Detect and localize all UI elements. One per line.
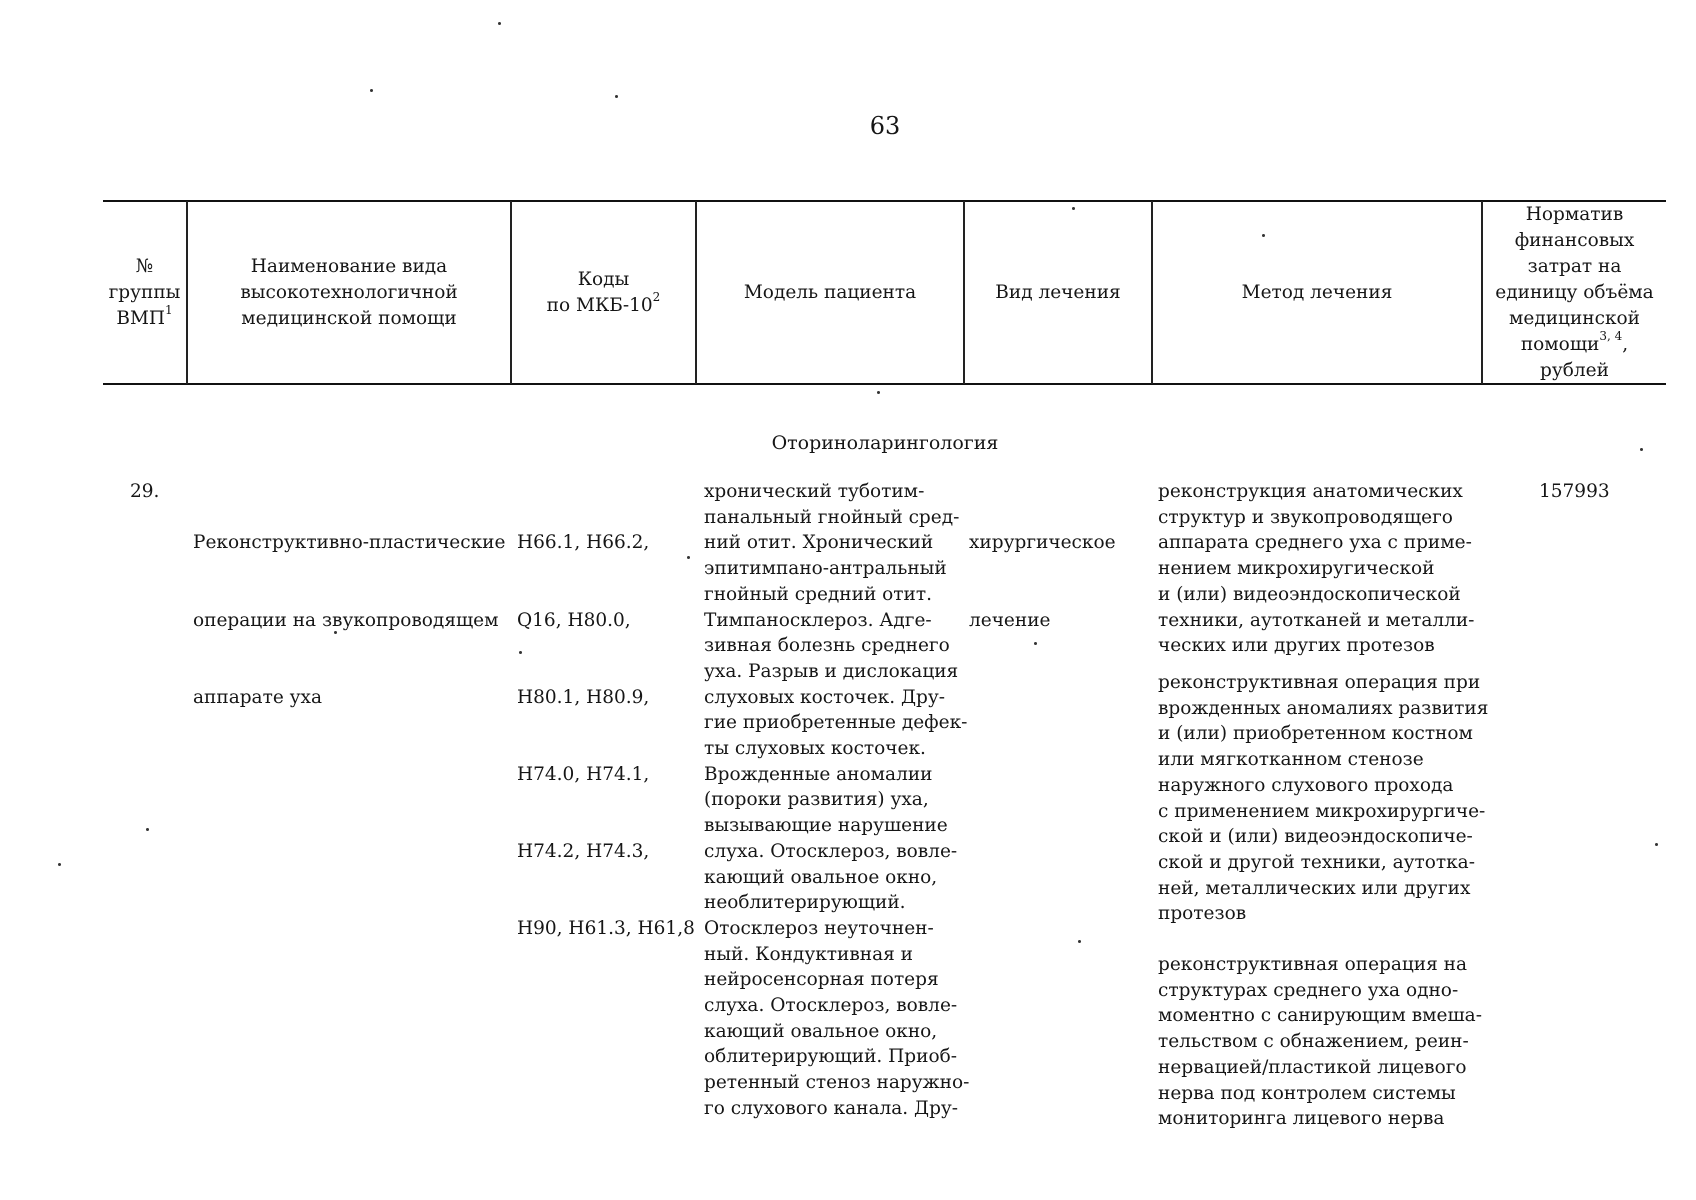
text-line: и (или) приобретенном костном bbox=[1158, 723, 1473, 745]
scan-speck bbox=[498, 22, 501, 25]
text-line: вызывающие нарушение bbox=[704, 815, 948, 837]
scan-speck bbox=[1072, 207, 1075, 210]
scan-speck bbox=[687, 556, 690, 559]
text-line: уха. Разрыв и дислокация bbox=[704, 660, 959, 682]
text-line: операции на звукопроводящем bbox=[193, 609, 499, 631]
header-text: рублей bbox=[1540, 359, 1609, 381]
text-line: гие приобретенные дефек- bbox=[704, 712, 968, 734]
text-line: реконструктивная операция при bbox=[1158, 672, 1481, 693]
text-line: слуха. Отосклероз, вовле- bbox=[704, 995, 958, 1017]
header-text: Наименование вида bbox=[250, 255, 448, 277]
text-line: облитерирующий. Приоб- bbox=[704, 1046, 958, 1068]
text-line: Q16, H80.0, bbox=[517, 609, 631, 631]
text-line: необлитерирующий. bbox=[704, 892, 906, 914]
text-line: зивная болезнь среднего bbox=[704, 635, 950, 657]
scan-speck bbox=[877, 391, 880, 394]
text-line: ской и другой техники, аутотка- bbox=[1158, 851, 1475, 873]
header-text: Коды bbox=[577, 268, 630, 290]
scan-speck bbox=[370, 89, 373, 92]
scan-speck bbox=[146, 828, 149, 831]
text-line: ской и (или) видеоэндоскопиче- bbox=[1158, 826, 1473, 848]
header-codes bbox=[512, 201, 695, 384]
scan-speck bbox=[1640, 448, 1643, 451]
text-line: кающий овальное окно, bbox=[704, 866, 938, 888]
text-line: H66.1, H66.2, bbox=[517, 532, 650, 554]
text-line: наружного слухового прохода bbox=[1158, 774, 1454, 796]
scan-speck bbox=[1655, 843, 1658, 846]
row-cost: 157993 bbox=[1539, 481, 1610, 502]
header-text: помощи$^{3, 4}$, bbox=[1520, 329, 1629, 355]
footnote-ref: 3, 4 bbox=[1599, 329, 1623, 344]
header-text: № bbox=[135, 255, 154, 277]
header-text: Модель пациента bbox=[743, 281, 917, 303]
text-line: ний отит. Хронический bbox=[704, 532, 934, 554]
text-line: тельством с обнажением, реин- bbox=[1158, 1031, 1469, 1053]
text-line: лечение bbox=[969, 609, 1051, 631]
row-codes bbox=[517, 479, 695, 993]
text-line: структурах среднего уха одно- bbox=[1158, 979, 1459, 1001]
text-line: ретенный стеноз наружно- bbox=[704, 1072, 970, 1094]
row-treatment-type bbox=[969, 479, 1116, 685]
text-line: ты слуховых косточек. bbox=[704, 738, 926, 760]
text-line: моментно с санирующим вмеша- bbox=[1158, 1005, 1482, 1027]
text-line: нением микрохиругической bbox=[1158, 558, 1435, 580]
header-treatment-method bbox=[1153, 201, 1481, 384]
text-line: хронический туботим- bbox=[704, 481, 925, 502]
text-line: ней, металлических или других bbox=[1158, 877, 1471, 899]
header-type-name bbox=[188, 201, 510, 384]
text-line: H90, H61.3, H61,8 bbox=[517, 917, 695, 939]
text-line: Реконструктивно-пластические bbox=[193, 532, 506, 554]
scan-speck bbox=[615, 95, 618, 98]
header-text: единицу объёма bbox=[1495, 281, 1654, 303]
text-line: (пороки развития) уха, bbox=[704, 789, 929, 811]
scan-speck bbox=[1078, 940, 1081, 943]
text-line: протезов bbox=[1158, 903, 1247, 925]
text-line: слуховых косточек. Дру- bbox=[704, 686, 945, 708]
header-text: высокотехнологичной bbox=[240, 281, 458, 303]
row-patient-model bbox=[704, 479, 969, 1122]
row-method-1 bbox=[1158, 479, 1474, 659]
header-text: Вид лечения bbox=[995, 281, 1121, 303]
text-line: H80.1, H80.9, bbox=[517, 686, 650, 708]
row-method-2 bbox=[1158, 670, 1488, 927]
footnote-ref: 1 bbox=[165, 303, 173, 318]
scan-speck bbox=[519, 651, 522, 654]
scan-speck bbox=[334, 631, 337, 634]
header-text: ВМП$^1$ bbox=[116, 303, 173, 329]
scan-speck bbox=[58, 863, 61, 866]
text-line: Тимпаносклероз. Адге- bbox=[704, 609, 932, 631]
row-type-name bbox=[193, 479, 505, 762]
header-text: затрат на bbox=[1527, 255, 1622, 277]
header-group-number bbox=[103, 201, 186, 384]
text-line: эпитимпано-антральный bbox=[704, 558, 947, 580]
text-line: нерва под контролем системы bbox=[1158, 1082, 1456, 1104]
row-group-number: 29. bbox=[130, 481, 160, 502]
text-line: реконструктивная операция на bbox=[1158, 954, 1468, 975]
scan-speck bbox=[1262, 234, 1265, 237]
header-text: по МКБ-$10^2$ bbox=[546, 290, 661, 316]
text-line: Отосклероз неуточнен- bbox=[704, 917, 934, 939]
header-text: финансовых bbox=[1514, 229, 1635, 251]
header-text: Норматив bbox=[1525, 203, 1624, 225]
text-line: гнойный средний отит. bbox=[704, 583, 932, 605]
header-text: группы bbox=[108, 281, 181, 303]
header-cost-norm bbox=[1483, 201, 1666, 384]
header-text: медицинской bbox=[1508, 307, 1640, 329]
text-line: техники, аутотканей и металли- bbox=[1158, 609, 1475, 631]
section-title: Оториноларингология bbox=[771, 432, 999, 454]
text-line: слуха. Отосклероз, вовле- bbox=[704, 840, 958, 862]
scan-speck bbox=[1034, 642, 1037, 645]
text-line: панальный гнойный сред- bbox=[704, 506, 960, 528]
footnote-ref: 2 bbox=[652, 290, 661, 305]
text-line: мониторинга лицевого нерва bbox=[1158, 1108, 1445, 1130]
text-line: кающий овальное окно, bbox=[704, 1020, 938, 1042]
row-method-3 bbox=[1158, 952, 1482, 1132]
header-text: медицинской помощи bbox=[241, 307, 457, 329]
text-line: и (или) видеоэндоскопической bbox=[1158, 583, 1461, 605]
text-line: H74.2, H74.3, bbox=[517, 840, 650, 862]
header-treatment-type bbox=[965, 201, 1151, 384]
text-line: нервацией/пластикой лицевого bbox=[1158, 1056, 1467, 1078]
text-line: нейросенсорная потеря bbox=[704, 969, 939, 991]
text-line: го слухового канала. Дру- bbox=[704, 1097, 959, 1119]
text-line: H74.0, H74.1, bbox=[517, 763, 650, 785]
text-line: аппарата среднего уха с приме- bbox=[1158, 532, 1472, 554]
text-line: с применением микрохирургиче- bbox=[1158, 800, 1486, 822]
text-line: аппарате уха bbox=[193, 686, 323, 708]
text-line: Врожденные аномалии bbox=[704, 763, 933, 785]
page-number: 63 bbox=[869, 112, 901, 140]
text-line: хирургическое bbox=[969, 532, 1116, 554]
header-text: Метод лечения bbox=[1241, 281, 1393, 303]
text-line: ческих или других протезов bbox=[1158, 635, 1435, 657]
text-line: врожденных аномалиях развития bbox=[1158, 697, 1489, 719]
text-line: реконструкция анатомических bbox=[1158, 481, 1463, 502]
text-line: или мягкотканном стенозе bbox=[1158, 749, 1424, 771]
header-patient-model bbox=[697, 201, 963, 384]
text-line: структур и звукопроводящего bbox=[1158, 506, 1453, 528]
text-line: ный. Кондуктивная и bbox=[704, 943, 913, 965]
